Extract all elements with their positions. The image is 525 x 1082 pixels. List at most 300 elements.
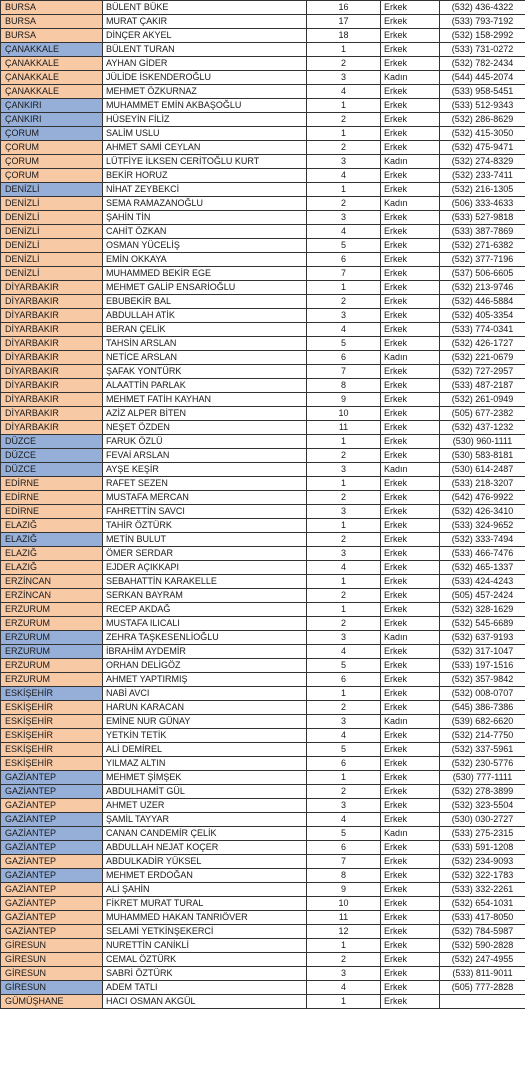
table-row <box>1 925 525 939</box>
phone-cell: (533) 793-7192 <box>440 15 525 29</box>
province-cell: EDİRNE <box>1 505 103 519</box>
phone-cell: (533) 527-9818 <box>440 211 525 225</box>
gender-cell: Erkek <box>381 743 440 757</box>
phone-cell: (544) 445-2074 <box>440 71 525 85</box>
name-cell: MEHMET ÖZKURNAZ <box>103 85 307 99</box>
rank-cell: 3 <box>307 505 381 519</box>
name-cell: FİKRET MURAT TURAL <box>103 897 307 911</box>
phone-cell: (532) 654-1031 <box>440 897 525 911</box>
table-row <box>1 379 525 393</box>
name-cell: İBRAHİM AYDEMİR <box>103 645 307 659</box>
phone-cell: (533) 774-0341 <box>440 323 525 337</box>
province-cell: EDİRNE <box>1 477 103 491</box>
rank-cell: 1 <box>307 519 381 533</box>
rank-cell: 1 <box>307 771 381 785</box>
gender-cell: Erkek <box>381 883 440 897</box>
name-cell: RAFET SEZEN <box>103 477 307 491</box>
phone-cell: (532) 216-1305 <box>440 183 525 197</box>
name-cell: LÜTFİYE İLKSEN CERİTOĞLU KURT <box>103 155 307 169</box>
table-row <box>1 785 525 799</box>
rank-cell: 4 <box>307 323 381 337</box>
phone-cell: (539) 682-6620 <box>440 715 525 729</box>
name-cell: AHMET UZER <box>103 799 307 813</box>
table-row <box>1 113 525 127</box>
gender-cell: Erkek <box>381 953 440 967</box>
table-row <box>1 169 525 183</box>
table-row <box>1 505 525 519</box>
rank-cell: 1 <box>307 575 381 589</box>
province-cell: ÇORUM <box>1 127 103 141</box>
phone-cell: (532) 328-1629 <box>440 603 525 617</box>
phone-cell: (530) 030-2727 <box>440 813 525 827</box>
gender-cell: Erkek <box>381 127 440 141</box>
table-row <box>1 85 525 99</box>
gender-cell: Erkek <box>381 603 440 617</box>
table-row <box>1 897 525 911</box>
name-cell: ÖMER SERDAR <box>103 547 307 561</box>
name-cell: AHMET SAMİ CEYLAN <box>103 141 307 155</box>
name-cell: ALİ ŞAHİN <box>103 883 307 897</box>
name-cell: ABDULLAH ATİK <box>103 309 307 323</box>
rank-cell: 7 <box>307 365 381 379</box>
table-row <box>1 127 525 141</box>
name-cell: ABDULHAMİT GÜL <box>103 785 307 799</box>
phone-cell: (506) 333-4633 <box>440 197 525 211</box>
rank-cell: 9 <box>307 393 381 407</box>
gender-cell: Erkek <box>381 309 440 323</box>
name-cell: MUHAMMED BEKİR EGE <box>103 267 307 281</box>
table-row <box>1 631 525 645</box>
table-row <box>1 757 525 771</box>
phone-cell: (532) 234-9093 <box>440 855 525 869</box>
phone-cell: (533) 324-9652 <box>440 519 525 533</box>
name-cell: CANAN CANDEMİR ÇELİK <box>103 827 307 841</box>
province-cell: GAZİANTEP <box>1 771 103 785</box>
phone-cell: (530) 960-1111 <box>440 435 525 449</box>
rank-cell: 17 <box>307 15 381 29</box>
phone-cell: (533) 487-2187 <box>440 379 525 393</box>
phone-cell: (532) 357-9842 <box>440 673 525 687</box>
rank-cell: 4 <box>307 169 381 183</box>
rank-cell: 5 <box>307 827 381 841</box>
rank-cell: 1 <box>307 435 381 449</box>
table-row <box>1 701 525 715</box>
province-cell: GİRESUN <box>1 981 103 995</box>
province-cell: GAZİANTEP <box>1 827 103 841</box>
table-row <box>1 603 525 617</box>
province-cell: ESKİŞEHİR <box>1 701 103 715</box>
name-cell: ORHAN DELİGÖZ <box>103 659 307 673</box>
province-cell: ÇORUM <box>1 141 103 155</box>
gender-cell: Erkek <box>381 561 440 575</box>
rank-cell: 5 <box>307 743 381 757</box>
rank-cell: 3 <box>307 799 381 813</box>
table-row <box>1 799 525 813</box>
rank-cell: 4 <box>307 85 381 99</box>
province-cell: ELAZIĞ <box>1 519 103 533</box>
table-row <box>1 225 525 239</box>
gender-cell: Erkek <box>381 645 440 659</box>
province-cell: GAZİANTEP <box>1 925 103 939</box>
name-cell: MUSTAFA ILICALI <box>103 617 307 631</box>
province-cell: DİYARBAKIR <box>1 295 103 309</box>
gender-cell: Erkek <box>381 897 440 911</box>
province-cell: BURSA <box>1 15 103 29</box>
rank-cell: 11 <box>307 911 381 925</box>
rank-cell: 2 <box>307 953 381 967</box>
phone-cell: (532) 261-0949 <box>440 393 525 407</box>
table-row <box>1 617 525 631</box>
phone-cell: (532) 286-8629 <box>440 113 525 127</box>
province-cell: ÇORUM <box>1 155 103 169</box>
name-cell: NİHAT ZEYBEKCİ <box>103 183 307 197</box>
province-cell: GAZİANTEP <box>1 799 103 813</box>
rank-cell: 1 <box>307 687 381 701</box>
phone-cell: (532) 436-4322 <box>440 1 525 15</box>
phone-cell: (532) 377-7196 <box>440 253 525 267</box>
table-row <box>1 869 525 883</box>
table-row <box>1 365 525 379</box>
province-cell: BURSA <box>1 1 103 15</box>
rank-cell: 1 <box>307 281 381 295</box>
name-cell: YETKİN TETİK <box>103 729 307 743</box>
province-cell: ÇANAKKALE <box>1 57 103 71</box>
gender-cell: Kadın <box>381 197 440 211</box>
gender-cell: Erkek <box>381 673 440 687</box>
province-cell: ESKİŞEHİR <box>1 729 103 743</box>
gender-cell: Erkek <box>381 435 440 449</box>
table-row <box>1 687 525 701</box>
province-cell: GAZİANTEP <box>1 855 103 869</box>
table-row <box>1 477 525 491</box>
rank-cell: 1 <box>307 995 381 1009</box>
table-row <box>1 547 525 561</box>
province-cell: DİYARBAKIR <box>1 337 103 351</box>
province-cell: ERZURUM <box>1 603 103 617</box>
name-cell: HARUN KARACAN <box>103 701 307 715</box>
table-row <box>1 337 525 351</box>
phone-cell: (533) 275-2315 <box>440 827 525 841</box>
rank-cell: 6 <box>307 841 381 855</box>
gender-cell: Erkek <box>381 799 440 813</box>
phone-cell: (533) 512-9343 <box>440 99 525 113</box>
table-row <box>1 253 525 267</box>
province-cell: ÇANAKKALE <box>1 71 103 85</box>
phone-cell: (532) 322-1783 <box>440 869 525 883</box>
gender-cell: Erkek <box>381 701 440 715</box>
name-cell: ABDULLAH NEJAT KOÇER <box>103 841 307 855</box>
table-row <box>1 463 525 477</box>
table-row <box>1 953 525 967</box>
name-cell: JÜLİDE İSKENDEROĞLU <box>103 71 307 85</box>
province-cell: ERZURUM <box>1 617 103 631</box>
province-cell: GİRESUN <box>1 939 103 953</box>
rank-cell: 1 <box>307 99 381 113</box>
table-row <box>1 15 525 29</box>
gender-cell: Erkek <box>381 407 440 421</box>
province-cell: GİRESUN <box>1 967 103 981</box>
province-cell: DİYARBAKIR <box>1 379 103 393</box>
table-row <box>1 407 525 421</box>
gender-cell: Erkek <box>381 337 440 351</box>
name-cell: SEBAHATTİN KARAKELLE <box>103 575 307 589</box>
rank-cell: 16 <box>307 1 381 15</box>
table-row <box>1 295 525 309</box>
province-cell: ÇANAKKALE <box>1 85 103 99</box>
phone-cell: (532) 247-4955 <box>440 953 525 967</box>
gender-cell: Kadın <box>381 155 440 169</box>
province-cell: ERZURUM <box>1 631 103 645</box>
name-cell: ŞAMİL TAYYAR <box>103 813 307 827</box>
gender-cell: Erkek <box>381 169 440 183</box>
gender-cell: Erkek <box>381 1 440 15</box>
phone-cell: (533) 332-2261 <box>440 883 525 897</box>
name-cell: MURAT ÇAKIR <box>103 15 307 29</box>
phone-cell: (533) 958-5451 <box>440 85 525 99</box>
name-cell: AYŞE KEŞİR <box>103 463 307 477</box>
phone-cell: (533) 731-0272 <box>440 43 525 57</box>
rank-cell: 2 <box>307 113 381 127</box>
phone-cell: (533) 218-3207 <box>440 477 525 491</box>
phone-cell: (532) 233-7411 <box>440 169 525 183</box>
gender-cell: Erkek <box>381 505 440 519</box>
province-cell: GAZİANTEP <box>1 869 103 883</box>
name-cell: ADEM TATLI <box>103 981 307 995</box>
name-cell: HÜSEYİN FİLİZ <box>103 113 307 127</box>
rank-cell: 12 <box>307 925 381 939</box>
table-row <box>1 421 525 435</box>
phone-cell: (533) 591-1208 <box>440 841 525 855</box>
table-row <box>1 855 525 869</box>
table-row <box>1 519 525 533</box>
rank-cell: 3 <box>307 309 381 323</box>
name-cell: YILMAZ ALTIN <box>103 757 307 771</box>
phone-cell: (532) 278-3899 <box>440 785 525 799</box>
phone-cell: (532) 333-7494 <box>440 533 525 547</box>
phone-cell: (532) 545-6689 <box>440 617 525 631</box>
rank-cell: 8 <box>307 379 381 393</box>
province-cell: GAZİANTEP <box>1 897 103 911</box>
province-cell: DÜZCE <box>1 435 103 449</box>
rank-cell: 10 <box>307 407 381 421</box>
name-cell: SERKAN BAYRAM <box>103 589 307 603</box>
rank-cell: 1 <box>307 603 381 617</box>
name-cell: ŞAFAK YONTÜRK <box>103 365 307 379</box>
rank-cell: 4 <box>307 561 381 575</box>
phone-cell: (533) 811-9011 <box>440 967 525 981</box>
table-row <box>1 1 525 15</box>
gender-cell: Erkek <box>381 491 440 505</box>
name-cell: ABDULKADİR YÜKSEL <box>103 855 307 869</box>
province-cell: DİYARBAKIR <box>1 309 103 323</box>
gender-cell: Erkek <box>381 29 440 43</box>
rank-cell: 3 <box>307 463 381 477</box>
table-row <box>1 743 525 757</box>
province-cell: DENİZLİ <box>1 225 103 239</box>
phone-cell: (532) 415-3050 <box>440 127 525 141</box>
phone-cell: (532) 337-5961 <box>440 743 525 757</box>
name-cell: EMİN OKKAYA <box>103 253 307 267</box>
rank-cell: 1 <box>307 127 381 141</box>
name-cell: ŞAHİN TİN <box>103 211 307 225</box>
province-cell: ÇORUM <box>1 169 103 183</box>
phone-cell: (532) 158-2992 <box>440 29 525 43</box>
rank-cell: 2 <box>307 533 381 547</box>
province-cell: ÇANKIRI <box>1 99 103 113</box>
province-cell: DÜZCE <box>1 449 103 463</box>
name-cell: ALAATTİN PARLAK <box>103 379 307 393</box>
province-cell: DİYARBAKIR <box>1 323 103 337</box>
province-cell: GAZİANTEP <box>1 911 103 925</box>
rank-cell: 6 <box>307 351 381 365</box>
gender-cell: Erkek <box>381 449 440 463</box>
gender-cell: Erkek <box>381 547 440 561</box>
table-row <box>1 29 525 43</box>
name-cell: AYHAN GİDER <box>103 57 307 71</box>
gender-cell: Erkek <box>381 253 440 267</box>
table-row <box>1 659 525 673</box>
gender-cell: Erkek <box>381 113 440 127</box>
phone-cell: (532) 323-5504 <box>440 799 525 813</box>
gender-cell: Erkek <box>381 477 440 491</box>
phone-cell: (537) 506-6605 <box>440 267 525 281</box>
table-row <box>1 155 525 169</box>
phone-cell: (530) 777-1111 <box>440 771 525 785</box>
rank-cell: 2 <box>307 449 381 463</box>
province-cell: ÇANKIRI <box>1 113 103 127</box>
province-cell: DENİZLİ <box>1 267 103 281</box>
table-row <box>1 575 525 589</box>
rank-cell: 3 <box>307 155 381 169</box>
province-cell: ELAZIĞ <box>1 547 103 561</box>
phone-cell: (532) 465-1337 <box>440 561 525 575</box>
name-cell: MUHAMMET EMİN AKBAŞOĞLU <box>103 99 307 113</box>
name-cell: MEHMET ERDOĞAN <box>103 869 307 883</box>
table-row <box>1 183 525 197</box>
rank-cell: 3 <box>307 631 381 645</box>
name-cell: BEKİR HORUZ <box>103 169 307 183</box>
name-cell: EMİNE NUR GÜNAY <box>103 715 307 729</box>
name-cell: RECEP AKDAĞ <box>103 603 307 617</box>
gender-cell: Erkek <box>381 659 440 673</box>
table-row <box>1 435 525 449</box>
phone-cell: (533) 424-4243 <box>440 575 525 589</box>
name-cell: TAHSİN ARSLAN <box>103 337 307 351</box>
rank-cell: 6 <box>307 673 381 687</box>
gender-cell: Erkek <box>381 225 440 239</box>
phone-cell <box>440 995 525 1009</box>
phone-cell: (532) 784-5987 <box>440 925 525 939</box>
name-cell: SALİM USLU <box>103 127 307 141</box>
name-cell: EJDER AÇIKKAPI <box>103 561 307 575</box>
gender-cell: Erkek <box>381 85 440 99</box>
phone-cell: (532) 637-9193 <box>440 631 525 645</box>
province-cell: DENİZLİ <box>1 183 103 197</box>
rank-cell: 7 <box>307 855 381 869</box>
name-cell: EBUBEKİR BAL <box>103 295 307 309</box>
gender-cell: Erkek <box>381 869 440 883</box>
phone-cell: (532) 274-8329 <box>440 155 525 169</box>
name-cell: DİNÇER AKYEL <box>103 29 307 43</box>
rank-cell: 18 <box>307 29 381 43</box>
gender-cell: Erkek <box>381 757 440 771</box>
rank-cell: 1 <box>307 939 381 953</box>
rank-cell: 5 <box>307 337 381 351</box>
province-cell: DİYARBAKIR <box>1 281 103 295</box>
phone-cell: (533) 387-7869 <box>440 225 525 239</box>
rank-cell: 2 <box>307 295 381 309</box>
gender-cell: Erkek <box>381 981 440 995</box>
province-cell: DENİZLİ <box>1 253 103 267</box>
phone-cell: (505) 777-2828 <box>440 981 525 995</box>
gender-cell: Erkek <box>381 813 440 827</box>
province-cell: ERZURUM <box>1 673 103 687</box>
phone-cell: (542) 476-9922 <box>440 491 525 505</box>
name-cell: SELAMİ YETKİNŞEKERCİ <box>103 925 307 939</box>
province-cell: EDİRNE <box>1 491 103 505</box>
gender-cell: Erkek <box>381 141 440 155</box>
gender-cell: Erkek <box>381 939 440 953</box>
province-cell: DENİZLİ <box>1 239 103 253</box>
rank-cell: 4 <box>307 981 381 995</box>
gender-cell: Erkek <box>381 855 440 869</box>
name-cell: TAHİR ÖZTÜRK <box>103 519 307 533</box>
gender-cell: Erkek <box>381 967 440 981</box>
name-cell: OSMAN YÜCELİŞ <box>103 239 307 253</box>
rank-cell: 11 <box>307 421 381 435</box>
rank-cell: 4 <box>307 225 381 239</box>
gender-cell: Erkek <box>381 771 440 785</box>
province-cell: ERZİNCAN <box>1 575 103 589</box>
gender-cell: Erkek <box>381 575 440 589</box>
gender-cell: Erkek <box>381 239 440 253</box>
phone-cell: (533) 417-8050 <box>440 911 525 925</box>
table-row <box>1 981 525 995</box>
gender-cell: Erkek <box>381 57 440 71</box>
phone-cell: (532) 727-2957 <box>440 365 525 379</box>
gender-cell: Kadın <box>381 351 440 365</box>
phone-cell: (532) 213-9746 <box>440 281 525 295</box>
gender-cell: Erkek <box>381 925 440 939</box>
table-row <box>1 841 525 855</box>
name-cell: FARUK ÖZLÜ <box>103 435 307 449</box>
name-cell: HACI OSMAN AKGÜL <box>103 995 307 1009</box>
province-cell: ÇANAKKALE <box>1 43 103 57</box>
table-row <box>1 141 525 155</box>
gender-cell: Erkek <box>381 211 440 225</box>
province-cell: DİYARBAKIR <box>1 365 103 379</box>
phone-cell: (505) 457-2424 <box>440 589 525 603</box>
name-cell: NABİ AVCI <box>103 687 307 701</box>
table-row <box>1 197 525 211</box>
name-cell: SEMA RAMAZANOĞLU <box>103 197 307 211</box>
name-cell: BERAN ÇELİK <box>103 323 307 337</box>
gender-cell: Erkek <box>381 295 440 309</box>
phone-cell: (533) 466-7476 <box>440 547 525 561</box>
name-cell: NURETTİN CANİKLİ <box>103 939 307 953</box>
table-row <box>1 715 525 729</box>
gender-cell: Erkek <box>381 43 440 57</box>
name-cell: SABRİ ÖZTÜRK <box>103 967 307 981</box>
name-cell: BÜLENT TURAN <box>103 43 307 57</box>
table-row <box>1 911 525 925</box>
phone-cell: (532) 782-2434 <box>440 57 525 71</box>
name-cell: AHMET YAPTIRMIŞ <box>103 673 307 687</box>
gender-cell: Kadın <box>381 463 440 477</box>
gender-cell: Erkek <box>381 911 440 925</box>
table-row <box>1 967 525 981</box>
gender-cell: Erkek <box>381 841 440 855</box>
